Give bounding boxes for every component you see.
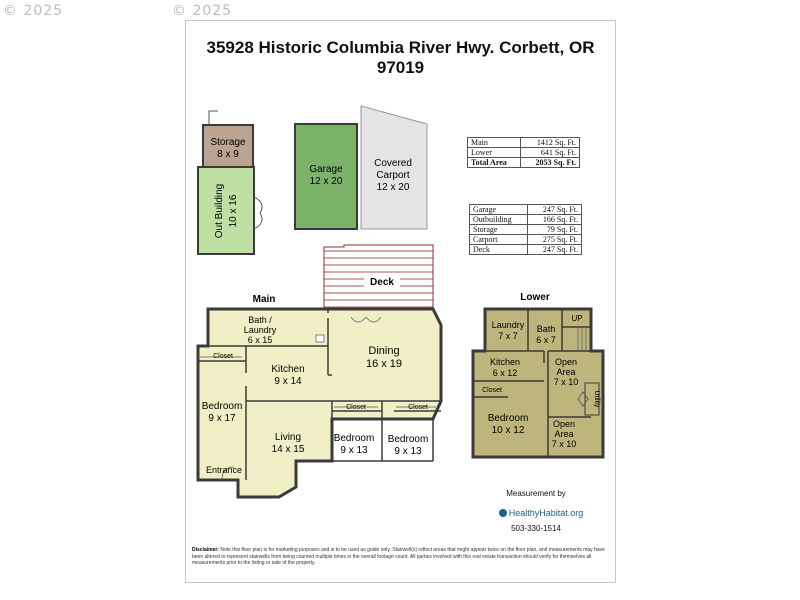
dining-dim: 16 x 19	[365, 358, 403, 370]
carport-label-2: Carport	[376, 170, 410, 181]
stairs-up-label: UP	[571, 314, 583, 323]
lower-bedroom-label: Bedroom	[487, 413, 529, 424]
table-row: Carport 275 Sq. Ft.	[470, 235, 582, 245]
table-row: Main 1412 Sq. Ft.	[468, 138, 580, 148]
open-area-top-label-2: Area	[556, 367, 576, 377]
open-area-bottom-label-2: Area	[554, 429, 574, 439]
table-row-total: Total Area 2053 Sq. Ft.	[468, 158, 580, 168]
garage-room	[295, 124, 357, 229]
lower-floor-label: Lower	[520, 292, 550, 303]
table-row: Deck 247 Sq. Ft.	[470, 245, 582, 255]
disclaimer-head: Disclaimer:	[192, 547, 219, 553]
disclaimer	[192, 547, 609, 567]
out-building-dim: 10 x 16	[228, 194, 239, 228]
carport-label: Covered	[374, 158, 412, 169]
bedroom-mid-label: Bedroom	[333, 433, 375, 444]
main-kitchen-label: Kitchen	[271, 364, 305, 375]
lower-floor-plan	[473, 309, 603, 457]
area-summary-table	[467, 137, 580, 168]
lower-bedroom-dim: 10 x 12	[491, 425, 525, 436]
living-dim: 14 x 15	[271, 444, 305, 455]
globe-icon	[499, 509, 507, 517]
bedroom-mid-dim: 9 x 13	[340, 445, 368, 456]
disclaimer-text: Note this floor plan is for marketing purposes and is to be used as guide only. Stairwell(s) reflect areas that might appear twice on the floor plan, and measurements may have been altered to represent stairwells from being counted multiple times in the overall footage count. All parties involved with this real estate transaction should verify for themselves all measurements prior to the listing or sale of the property.	[192, 547, 605, 566]
main-floor-label: Main	[252, 294, 276, 305]
lower-bath-dim: 6 x 7	[536, 335, 556, 345]
measurement-label: Measurement by	[506, 489, 566, 498]
watermark-left: © 2025	[3, 3, 64, 19]
garage-dim: 12 x 20	[309, 176, 343, 187]
watermark-right: © 2025	[172, 3, 233, 19]
deck-label: Deck	[370, 277, 394, 288]
storage-dim: 8 x 9	[217, 149, 239, 160]
bedroom-left-dim: 9 x 17	[208, 413, 236, 424]
open-area-top-label: Open	[554, 357, 578, 367]
lower-kitchen-label: Kitchen	[489, 357, 521, 367]
storage-room	[203, 111, 253, 167]
bedroom-right-dim: 9 x 13	[394, 446, 422, 457]
closet-label-mid: Closet	[346, 404, 366, 411]
storage-label: Storage	[210, 137, 246, 148]
table-row: Lower 641 Sq. Ft.	[468, 148, 580, 158]
garage-label: Garage	[309, 164, 343, 175]
out-building-label: Out Building	[214, 183, 225, 239]
lower-laundry-dim: 7 x 7	[498, 331, 518, 341]
bedroom-right-label: Bedroom	[387, 434, 429, 445]
closet-label-left: Closet	[213, 353, 233, 360]
table-row: Garage 247 Sq. Ft.	[470, 205, 582, 215]
lower-closet-label: Closet	[482, 387, 502, 394]
measurement-phone: 503-330-1514	[511, 524, 561, 533]
open-area-bottom-dim: 7 x 10	[551, 439, 577, 449]
lower-bath-label: Bath	[536, 324, 556, 334]
lower-laundry-label: Laundry	[491, 320, 525, 330]
floor-plan-drawing	[186, 21, 615, 541]
open-area-bottom-label: Open	[552, 419, 576, 429]
entrance-label: Entrance	[205, 465, 243, 475]
main-floor-plan	[198, 309, 441, 497]
closet-label-right: Closet	[408, 404, 428, 411]
main-kitchen-dim: 9 x 14	[274, 376, 302, 387]
bedroom-left-label: Bedroom	[201, 401, 243, 412]
brand-name: HealthyHabitat.org	[508, 508, 584, 518]
lower-kitchen-dim: 6 x 12	[492, 368, 518, 378]
carport-area	[361, 106, 427, 229]
healthy-habitat-logo	[486, 508, 596, 518]
table-row: Outbuilding 166 Sq. Ft.	[470, 215, 582, 225]
utility-label: Utility	[593, 390, 600, 408]
carport-dim: 12 x 20	[376, 182, 410, 193]
deck-area	[324, 245, 433, 311]
main-bath-label-2: Laundry	[243, 325, 277, 335]
main-bath-dim: 6 x 15	[247, 335, 273, 345]
table-row: Storage 79 Sq. Ft.	[470, 225, 582, 235]
dining-label: Dining	[368, 345, 400, 357]
main-bath-label: Bath /	[248, 315, 272, 325]
out-building-room	[198, 167, 262, 254]
area-details-table	[469, 204, 582, 255]
page-title: 35928 Historic Columbia River Hwy. Corbett, OR 97019	[206, 38, 595, 77]
floor-plan-sheet	[185, 20, 616, 583]
open-area-top-dim: 7 x 10	[553, 377, 579, 387]
living-label: Living	[274, 432, 302, 443]
